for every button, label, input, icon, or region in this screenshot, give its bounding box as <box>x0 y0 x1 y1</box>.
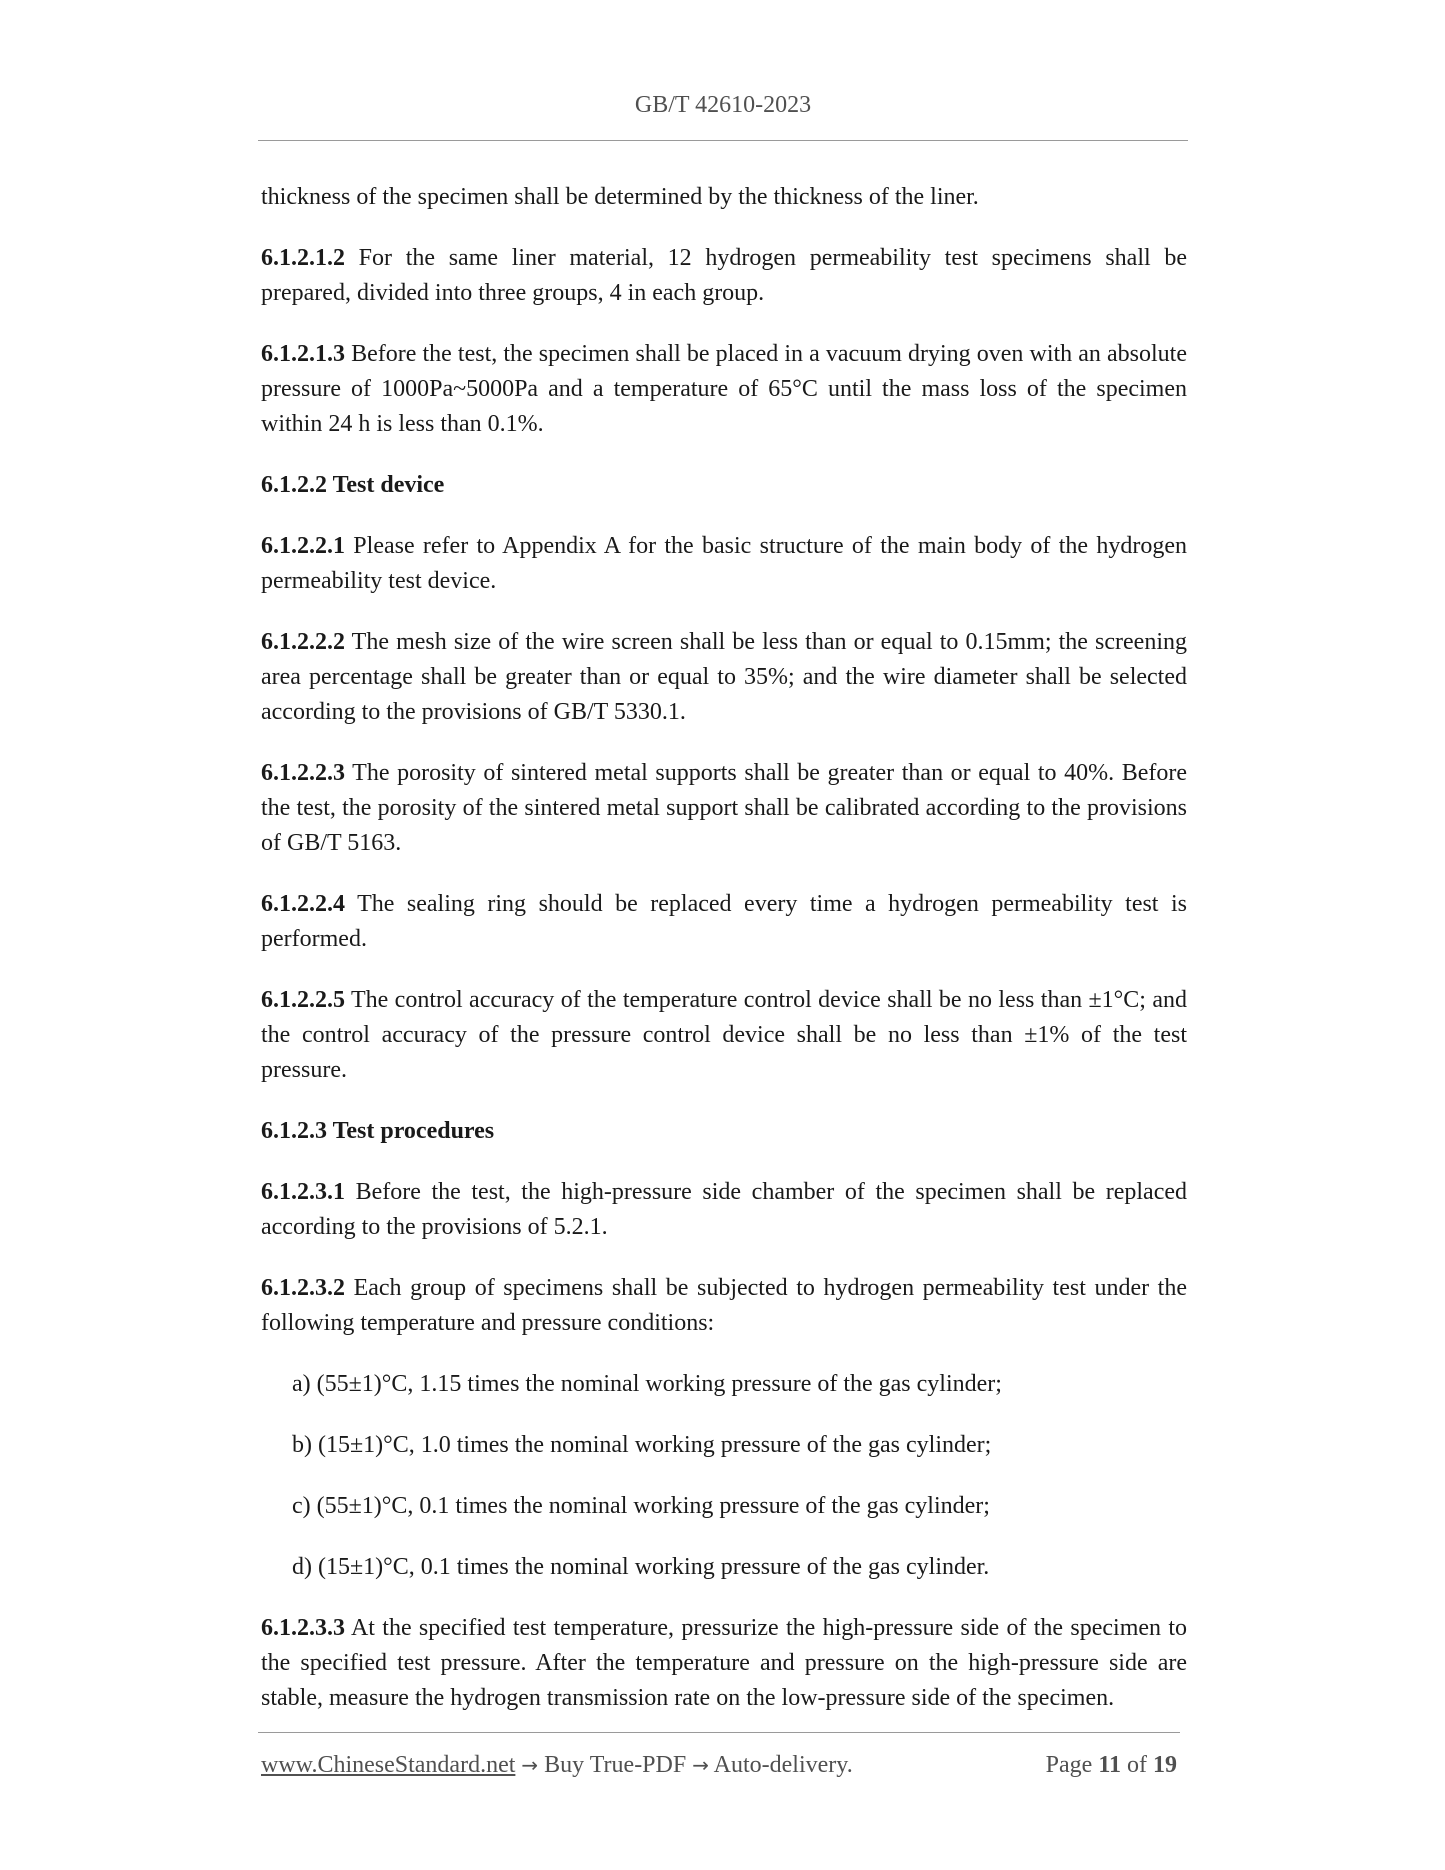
site-link[interactable]: www.ChineseStandard.net <box>261 1752 516 1778</box>
clause-number: 6.1.2.2.3 <box>261 760 345 786</box>
clause-6-1-2-2-3 <box>261 756 1187 861</box>
clause-text: The control accuracy of the temperature control device shall be no less than ±1°C; and the control accuracy of the pressure control device shall be no less than ±1% of the test pressure. <box>261 987 1187 1083</box>
page-total: 19 <box>1153 1752 1177 1778</box>
clause-6-1-2-1-3 <box>261 337 1187 442</box>
clause-6-1-2-1-2 <box>261 241 1187 311</box>
clause-number: 6.1.2.1.2 <box>261 245 345 271</box>
clause-text: The sealing ring should be replaced every time a hydrogen permeability test is performed. <box>261 891 1187 952</box>
document-id: GB/T 42610-2023 <box>634 92 812 118</box>
clause-6-1-2-3-2 <box>261 1271 1187 1341</box>
page-label: Page <box>1045 1752 1093 1778</box>
arrow-right-icon: → <box>521 1753 539 1777</box>
clause-text: Before the test, the high-pressure side chamber of the specimen shall be replaced according to the provisions of 5.2.1. <box>261 1179 1187 1240</box>
clause-number: 6.1.2.1.3 <box>261 341 345 367</box>
delivery-text: Auto-delivery. <box>708 1752 853 1778</box>
list-item: a) (55±1)°C, 1.15 times the nominal working pressure of the gas cylinder; <box>292 1371 1002 1397</box>
clause-6-1-2-2-5 <box>261 983 1187 1088</box>
section-heading-test-procedures: 6.1.2.3 Test procedures <box>261 1118 495 1144</box>
footer-promo <box>261 1752 853 1779</box>
page-of: of <box>1127 1752 1147 1778</box>
clause-text: For the same liner material, 12 hydrogen permeability test specimens shall be prepared, divided into three groups, 4 in each group. <box>261 245 1187 306</box>
clause-number: 6.1.2.2.4 <box>261 891 345 917</box>
document-header <box>258 92 1188 119</box>
page-current: 11 <box>1098 1752 1121 1778</box>
clause-6-1-2-3-1 <box>261 1175 1187 1245</box>
paragraph-text: thickness of the specimen shall be determined by the thickness of the liner. <box>261 184 979 210</box>
clause-number: 6.1.2.3.3 <box>261 1615 345 1641</box>
clause-6-1-2-2-4 <box>261 887 1187 957</box>
arrow-right-icon: → <box>692 1753 709 1777</box>
clause-text: Each group of specimens shall be subjected to hydrogen permeability test under the following temperature and pressure conditions: <box>261 1275 1187 1336</box>
clause-6-1-2-2-1 <box>261 529 1187 599</box>
clause-number: 6.1.2.2.5 <box>261 987 345 1013</box>
clause-number: 6.1.2.2.1 <box>261 533 345 559</box>
header-divider <box>258 140 1188 141</box>
clause-6-1-2-2-2 <box>261 625 1187 730</box>
clause-text: At the specified test temperature, pressurize the high-pressure side of the specimen to the specified test pressure. After the temperature and pressure on the high-pressure side are stable, measure the hydrogen transmission rate on the low-pressure side of the specimen. <box>261 1615 1187 1711</box>
list-item: c) (55±1)°C, 0.1 times the nominal working pressure of the gas cylinder; <box>292 1493 990 1519</box>
clause-number: 6.1.2.3.1 <box>261 1179 345 1205</box>
list-item: b) (15±1)°C, 1.0 times the nominal working pressure of the gas cylinder; <box>292 1432 992 1458</box>
clause-6-1-2-3-3 <box>261 1611 1187 1716</box>
document-body <box>261 180 1187 1716</box>
buy-text: Buy True-PDF <box>538 1752 693 1778</box>
section-heading-test-device: 6.1.2.2 Test device <box>261 472 445 498</box>
page-indicator <box>1046 1752 1177 1779</box>
paragraph <box>261 180 1187 215</box>
clause-text: The mesh size of the wire screen shall be less than or equal to 0.15mm; the screening area percentage shall be greater than or equal to 35%; and the wire diameter shall be selected according to the provisions of GB/T 5330.1. <box>261 629 1187 725</box>
clause-text: Before the test, the specimen shall be placed in a vacuum drying oven with an absolute pressure of 1000Pa~5000Pa and a temperature of 65°C until the mass loss of the specimen within 24 h is less than 0.1%. <box>261 341 1187 437</box>
footer-divider <box>258 1732 1180 1733</box>
clause-number: 6.1.2.3.2 <box>261 1275 345 1301</box>
clause-text: The porosity of sintered metal supports shall be greater than or equal to 40%. Before the test, the porosity of the sintered metal support shall be calibrated according to the provisions of GB/T 5163. <box>261 760 1187 856</box>
list-item: d) (15±1)°C, 0.1 times the nominal working pressure of the gas cylinder. <box>292 1554 990 1580</box>
clause-text: Please refer to Appendix A for the basic structure of the main body of the hydrogen permeability test device. <box>261 533 1187 594</box>
clause-number: 6.1.2.2.2 <box>261 629 345 655</box>
